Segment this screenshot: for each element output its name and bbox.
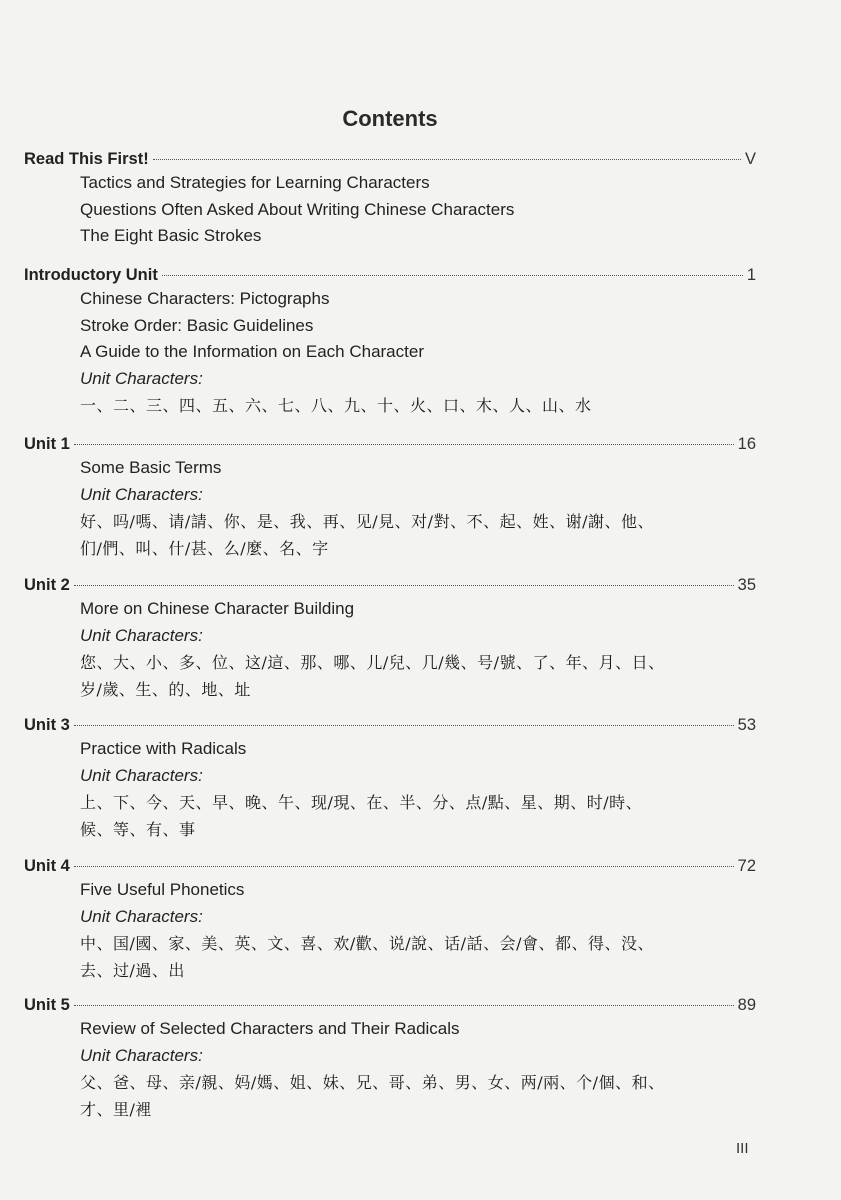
unit-characters: 好、吗/嗎、请/請、你、是、我、再、见/見、对/對、不、起、姓、谢/謝、他、 [80,512,654,531]
unit-characters-label: Unit Characters: [80,906,203,926]
toc-subentry[interactable]: A Guide to the Information on Each Character [80,342,424,361]
toc-subentry[interactable]: Questions Often Asked About Writing Chinese Characters [80,199,515,219]
page-title: Contents [342,106,438,131]
unit-characters: 上、下、今、天、早、晚、午、现/現、在、半、分、点/點、星、期、时/時、 [80,793,643,812]
section-name: Unit 4 [24,857,70,875]
dot-leader [162,275,743,276]
dot-leader [153,159,741,160]
dot-leader [74,585,734,586]
unit-characters: 父、爸、母、亲/親、妈/媽、姐、妹、兄、哥、弟、男、女、两/兩、个/個、和、 [80,1073,665,1092]
unit-characters: 去、过/過、出 [80,961,185,980]
section-name: Unit 5 [24,996,70,1014]
page-number: V [744,150,756,168]
unit-characters: 才、里/裡 [80,1100,152,1119]
unit-characters: 候、等、有、事 [80,820,196,839]
toc-subentry[interactable]: Stroke Order: Basic Guidelines [80,315,314,335]
toc-subentry[interactable]: Practice with Radicals [80,739,247,758]
toc-heading[interactable] [24,433,756,455]
dot-leader [74,1005,734,1006]
page-number: 16 [737,435,756,453]
toc-entry-unit-2 [24,574,756,703]
toc-subentry[interactable]: Tactics and Strategies for Learning Characters [80,173,430,192]
unit-characters-label: Unit Characters: [80,368,203,388]
toc-entry-introductory-unit [24,264,756,419]
toc-heading[interactable] [24,714,756,736]
section-name: Unit 2 [24,576,70,594]
unit-characters-label: Unit Characters: [80,625,203,645]
section-name: Unit 3 [24,716,70,734]
page-number: 53 [737,716,756,734]
toc-entry-read-this-first [24,148,756,250]
unit-characters: 一、二、三、四、五、六、七、八、九、十、火、口、木、人、山、水 [80,396,592,415]
page-number: 89 [737,996,756,1014]
toc-subentry[interactable]: Chinese Characters: Pictographs [80,289,330,308]
section-name: Unit 1 [24,435,70,453]
dot-leader [74,725,734,726]
toc-subentry[interactable]: More on Chinese Character Building [80,599,355,618]
page-number: 1 [746,266,756,284]
unit-characters: 您、大、小、多、位、这/這、那、哪、儿/兒、几/幾、号/號、了、年、月、日、 [80,653,665,672]
toc-heading[interactable] [24,994,756,1016]
page-number: 35 [737,576,756,594]
toc-subentry[interactable]: Five Useful Phonetics [80,880,245,899]
section-name: Introductory Unit [24,266,158,284]
toc-entry-unit-3 [24,714,756,843]
unit-characters: 中、国/國、家、美、英、文、喜、欢/歡、说/說、话/話、会/會、都、得、没、 [80,934,654,953]
toc-subentry[interactable]: The Eight Basic Strokes [80,226,262,245]
dot-leader [74,444,734,445]
toc-heading[interactable] [24,855,756,877]
footer-page-number: III [736,1140,749,1157]
toc-entry-unit-1 [24,433,756,562]
page-number: 72 [737,857,756,875]
toc-heading[interactable] [24,264,756,286]
unit-characters: 岁/歲、生、的、地、址 [80,680,251,699]
unit-characters-label: Unit Characters: [80,1045,203,1065]
toc-entry-unit-4 [24,855,756,984]
toc-heading[interactable] [24,148,756,170]
section-name: Read This First! [24,150,149,168]
unit-characters-label: Unit Characters: [80,484,203,504]
unit-characters: 们/們、叫、什/甚、么/麼、名、字 [80,539,329,558]
dot-leader [74,866,734,867]
unit-characters-label: Unit Characters: [80,765,203,785]
toc-heading[interactable] [24,574,756,596]
toc-subentry[interactable]: Review of Selected Characters and Their Radicals [80,1019,460,1038]
toc-entry-unit-5 [24,994,756,1123]
toc-subentry[interactable]: Some Basic Terms [80,458,222,477]
